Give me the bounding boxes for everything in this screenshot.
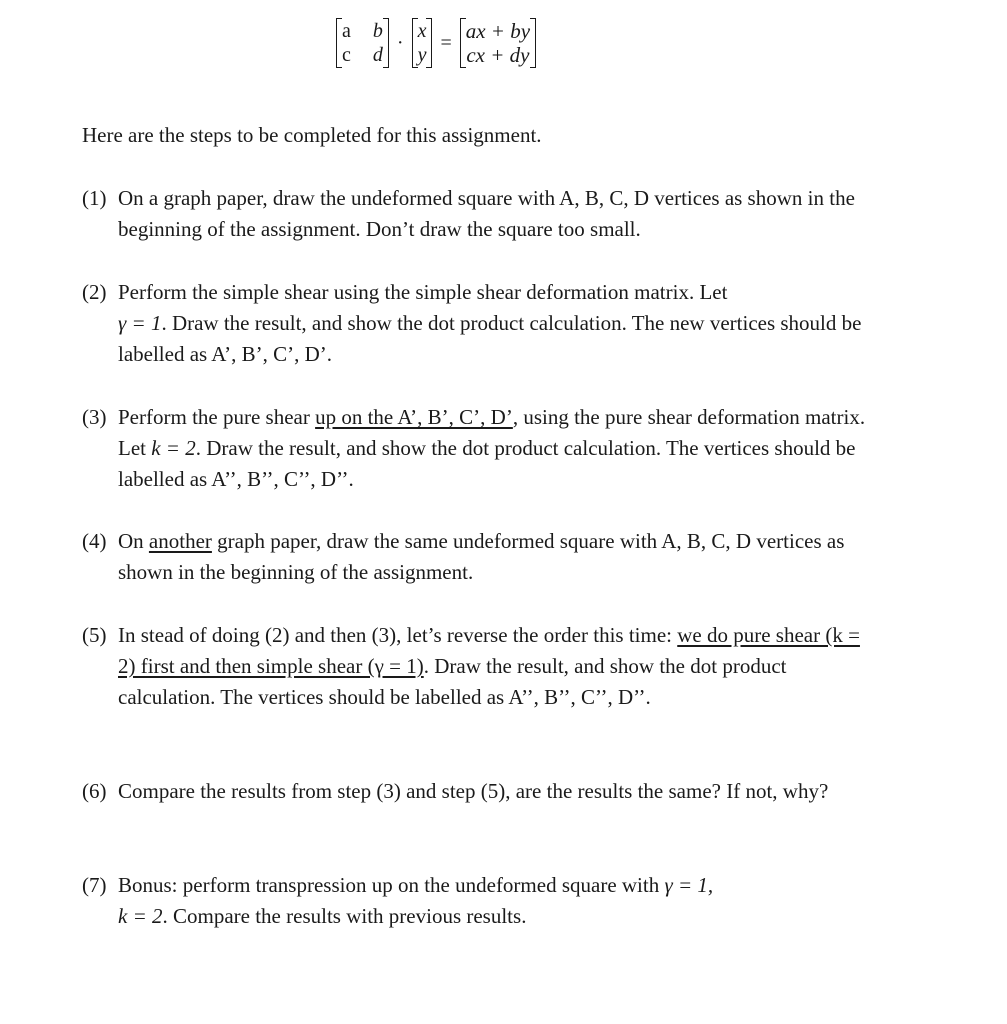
gamma-equation: γ = 1, <box>664 873 714 897</box>
step-text-pre: On <box>118 529 144 553</box>
step-text: On a graph paper, draw the undeformed square with A, B, C, D vertices as shown in the beginning of the assignment. Don’t draw the square too small. <box>118 186 855 241</box>
step-1 <box>82 183 882 245</box>
intro-text: Here are the steps to be completed for this assignment. <box>82 123 542 147</box>
matrix-d: d <box>372 44 383 66</box>
result-vector <box>460 16 536 70</box>
step-text-pre: Perform the simple shear using the simple shear deformation matrix. Let <box>118 280 728 304</box>
result-row-1: ax + by <box>465 19 531 43</box>
step-number: (3) <box>82 405 107 429</box>
step-number: (6) <box>82 779 107 803</box>
step-5 <box>82 620 882 713</box>
step-text <box>82 402 882 495</box>
step-6 <box>82 776 882 807</box>
step-text <box>82 870 882 932</box>
step-text-pre: In stead of doing (2) and then (3), let’s reverse the order this time: <box>118 623 672 647</box>
step-4 <box>82 526 882 588</box>
vector-x: x <box>417 20 427 42</box>
step-text-pre: Perform the pure shear <box>118 405 310 429</box>
step-text-post: . Draw the result, and show the dot product calculation. The vertices should be labelled as A’’, B’’, C’’, D’’. <box>118 436 856 491</box>
step-text-post: graph paper, draw the same undeformed square with A, B, C, D vertices as shown in the beginning of the assignment. <box>118 529 845 584</box>
equals-sign: = <box>440 31 452 54</box>
step-text: Compare the results from step (3) and step (5), are the results the same? If not, why? <box>118 779 829 803</box>
vector-y: y <box>417 44 427 66</box>
step-number: (7) <box>82 873 107 897</box>
underlined-word: another <box>148 529 212 553</box>
step-text-pre: Bonus: perform transpression up on the undeformed square with <box>118 873 660 897</box>
step-text-post: . Draw the result, and show the dot product calculation. The new vertices should be labelled as A’, B’, C’, D’. <box>118 311 862 366</box>
matrix-b: b <box>372 20 383 42</box>
step-2 <box>82 277 882 370</box>
step-text-post: . Draw the result, and show the dot product calculation. The vertices should be labelled as A’’, B’’, C’’, D’’. <box>118 654 787 709</box>
deformation-matrix <box>336 16 389 70</box>
matrix-a: a <box>342 20 351 42</box>
step-7 <box>82 870 882 932</box>
position-vector <box>412 16 433 70</box>
dot-operator: · <box>396 31 404 54</box>
step-text <box>82 620 882 713</box>
step-text <box>82 277 882 370</box>
step-number: (2) <box>82 280 107 304</box>
k-equation: k = 2 <box>118 904 163 928</box>
step-text-mid: , using the pure shear deformation matrix. Let <box>118 405 866 460</box>
gamma-equation: γ = 1 <box>118 311 162 335</box>
matrix-c: c <box>342 44 351 66</box>
k-equation: k = 2 <box>151 436 196 460</box>
result-row-2: cx + dy <box>466 43 530 67</box>
underlined-phrase: up on the A’, B’, C’, D’ <box>315 405 513 429</box>
matrix-equation <box>336 14 536 72</box>
step-number: (5) <box>82 623 107 647</box>
step-text <box>82 526 882 588</box>
step-3 <box>82 402 882 495</box>
step-number: (4) <box>82 529 107 553</box>
step-number: (1) <box>82 186 107 210</box>
step-text-post: . Compare the results with previous results. <box>162 904 527 928</box>
underlined-phrase: we do pure shear (k = 2) first and then simple shear (γ = 1) <box>118 623 860 678</box>
